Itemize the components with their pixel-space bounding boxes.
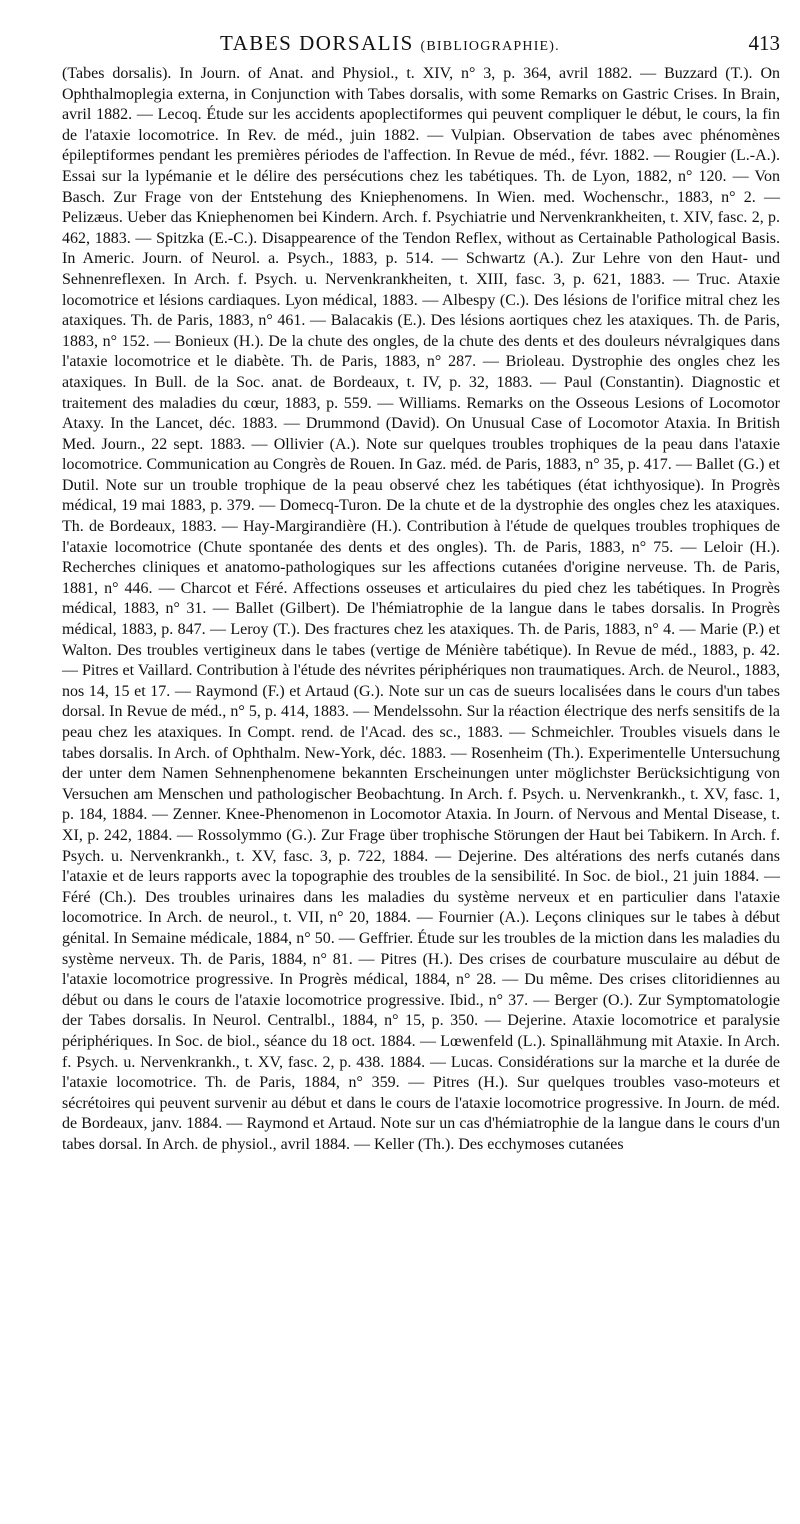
running-title — [220, 31, 560, 56]
header-subtitle: (BIBLIOGRAPHIE). — [420, 39, 560, 54]
header-title: TABES DORSALIS — [220, 31, 414, 55]
running-header — [62, 31, 780, 61]
page-number: 413 — [748, 31, 780, 55]
bibliography-text: (Tabes dorsalis). In Journ. of Anat. and Physiol., t. XIV, n° 3, p. 364, avril 1882. — Buzzard (T.). On Ophthalmoplegia externa, in Conjunction with Tabes dorsalis, with some Remarks on Gastric Crises. In Brain, avril 1882. — Lecoq. Étude sur les accidents apoplectiformes qui peuvent compliquer le début, le cours, la fin de l'ataxie locomotrice. In Rev. de méd., juin 1882. — Vulpian. Observation de tabes avec phénomènes épileptiformes pendant les premières périodes de l'affection. In Revue de méd., févr. 1882. — Rougier (L.-A.). Essai sur la lypémanie et le délire des persécutions chez les tabétiques. Th. de Lyon, 1882, n° 120. — Von Basch. Zur Frage von der Entstehung des Kniephenomens. In Wien. med. Wochenschr., 1883, n° 2. — Pelizæus. Ueber das Kniephenomen bei Kindern. Arch. f. Psychiatrie und Nervenkrankheiten, t. XIV, fasc. 2, p. 462, 1883. — Spitzka (E.-C.). Disappearence of the Tendon Reflex, without as Certainable Pathological Basis. In Americ. Journ. of Neurol. a. Psych., 1883, p. 514. — Schwartz (A.). Zur Lehre von den Haut- und Sehnenreflexen. In Arch. f. Psych. u. Nervenkrankheiten, t. XIII, fasc. 3, p. 621, 1883. — Truc. Ataxie locomotrice et lésions cardiaques. Lyon médical, 1883. — Albespy (C.). Des lésions de l'orifice mitral chez les ataxiques. Th. de Paris, 1883, n° 461. — Balacakis (E.). Des lésions aortiques chez les ataxiques. Th. de Paris, 1883, n° 152. — Bonieux (H.). De la chute des ongles, de la chute des dents et des douleurs névralgiques dans l'ataxie locomotrice et le diabète. Th. de Paris, 1883, n° 287. — Brioleau. Dystrophie des ongles chez les ataxiques. In Bull. de la Soc. anat. de Bordeaux, t. IV, p. 32, 1883. — Paul (Constantin). Diagnostic et traitement des maladies du cœur, 1883, p. 559. — Williams. Remarks on the Osseous Lesions of Locomotor Ataxy. In the Lancet, déc. 1883. — Drummond (David). On Unusual Case of Locomotor Ataxia. In British Med. Journ., 22 sept. 1883. — Ollivier (A.). Note sur quelques troubles trophiques de la peau dans l'ataxie locomotrice. Communication au Congrès de Rouen. In Gaz. méd. de Paris, 1883, n° 35, p. 417. — Ballet (G.) et Dutil. Note sur un trouble trophique de la peau observé chez les tabétiques (état ichthyosique). In Progrès médical, 19 mai 1883, p. 379. — Domecq-Turon. De la chute et de la dystrophie des ongles chez les ataxiques. Th. de Bordeaux, 1883. — Hay-Margirandière (H.). Contribution à l'étude de quelques troubles trophiques de l'ataxie locomotrice (Chute spontanée des dents et des ongles). Th. de Paris, 1883, n° 75. — Leloir (H.). Recherches cliniques et anatomo-pathologiques sur les affections cutanées d'origine nerveuse. Th. de Paris, 1881, n° 446. — Charcot et Féré. Affections osseuses et articulaires du pied chez les tabétiques. In Progrès médical, 1883, n° 31. — Ballet (Gilbert). De l'hémiatrophie de la langue dans le tabes dorsalis. In Progrès médical, 1883, p. 847. — Leroy (T.). Des fractures chez les ataxiques. Th. de Paris, 1883, n° 4. — Marie (P.) et Walton. Des troubles vertigineux dans le tabes (vertige de Ménière tabétique). In Revue de méd., 1883, p. 42. — Pitres et Vaillard. Contribution à l'étude des névrites périphériques non traumatiques. Arch. de Neurol., 1883, nos 14, 15 et 17. — Raymond (F.) et Artaud (G.). Note sur un cas de sueurs localisées dans le cours d'un tabes dorsal. In Revue de méd., n° 5, p. 414, 1883. — Mendelssohn. Sur la réaction électrique des nerfs sensitifs de la peau chez les ataxiques. In Compt. rend. de l'Acad. des sc., 1883. — Schmeichler. Troubles visuels dans le tabes dorsalis. In Arch. of Ophthalm. New-York, déc. 1883. — Rosenheim (Th.). Experimentelle Untersuchung der unter dem Namen Sehnenphenomene bekannten Erscheinungen unter möglichster Berücksichtigung von Versuchen am Menschen und pathologischer Beobachtung. In Arch. f. Psych. u. Nervenkrankh., t. XV, fasc. 1, p. 184, 1884. — Zenner. Knee-Phenomenon in Locomotor Ataxia. In Journ. of Nervous and Mental Disease, t. XI, p. 242, 1884. — Rossolymmo (G.). Zur Frage über trophische Störungen der Haut bei Tabikern. In Arch. f. Psych. u. Nervenkrankh., t. XV, fasc. 3, p. 722, 1884. — Dejerine. Des altérations des nerfs cutanés dans l'ataxie et de leurs rapports avec la topographie des troubles de la sensibilité. In Soc. de biol., 21 juin 1884. — Féré (Ch.). Des troubles urinaires dans les maladies du système nerveux et en particulier dans l'ataxie locomotrice. In Arch. de neurol., t. VII, n° 20, 1884. — Fournier (A.). Leçons cliniques sur le tabes à début génital. In Semaine médicale, 1884, n° 50. — Geffrier. Étude sur les troubles de la miction dans les maladies du système nerveux. Th. de Paris, 1884, n° 81. — Pitres (H.). Des crises de courbature musculaire au début de l'ataxie locomotrice progressive. In Progrès médical, 1884, n° 28. — Du même. Des crises clitoridiennes au début ou dans le cours de l'ataxie locomotrice progressive. Ibid., n° 37. — Berger (O.). Zur Symptomatologie der Tabes dorsalis. In Neurol. Centralbl., 1884, n° 15, p. 350. — Dejerine. Ataxie locomotrice et paralysie périphériques. In Soc. de biol., séance du 18 oct. 1884. — Lœwenfeld (L.). Spinallähmung mit Ataxie. In Arch. f. Psych. u. Nervenkrankh., t. XV, fasc. 2, p. 438. 1884. — Lucas. Considérations sur la marche et la durée de l'ataxie locomotrice. Th. de Paris, 1884, n° 359. — Pitres (H.). Sur quelques troubles vaso-moteurs et sécrétoires qui peuvent survenir au début et dans le cours de l'ataxie locomotrice progressive. In Journ. de méd. de Bordeaux, janv. 1884. — Raymond et Artaud. Note sur un cas d'hémiatrophie de la langue dans le cours d'un tabes dorsal. In Arch. de physiol., avril 1884. — Keller (Th.). Des ecchymoses cutanées — [62, 65, 780, 1153]
